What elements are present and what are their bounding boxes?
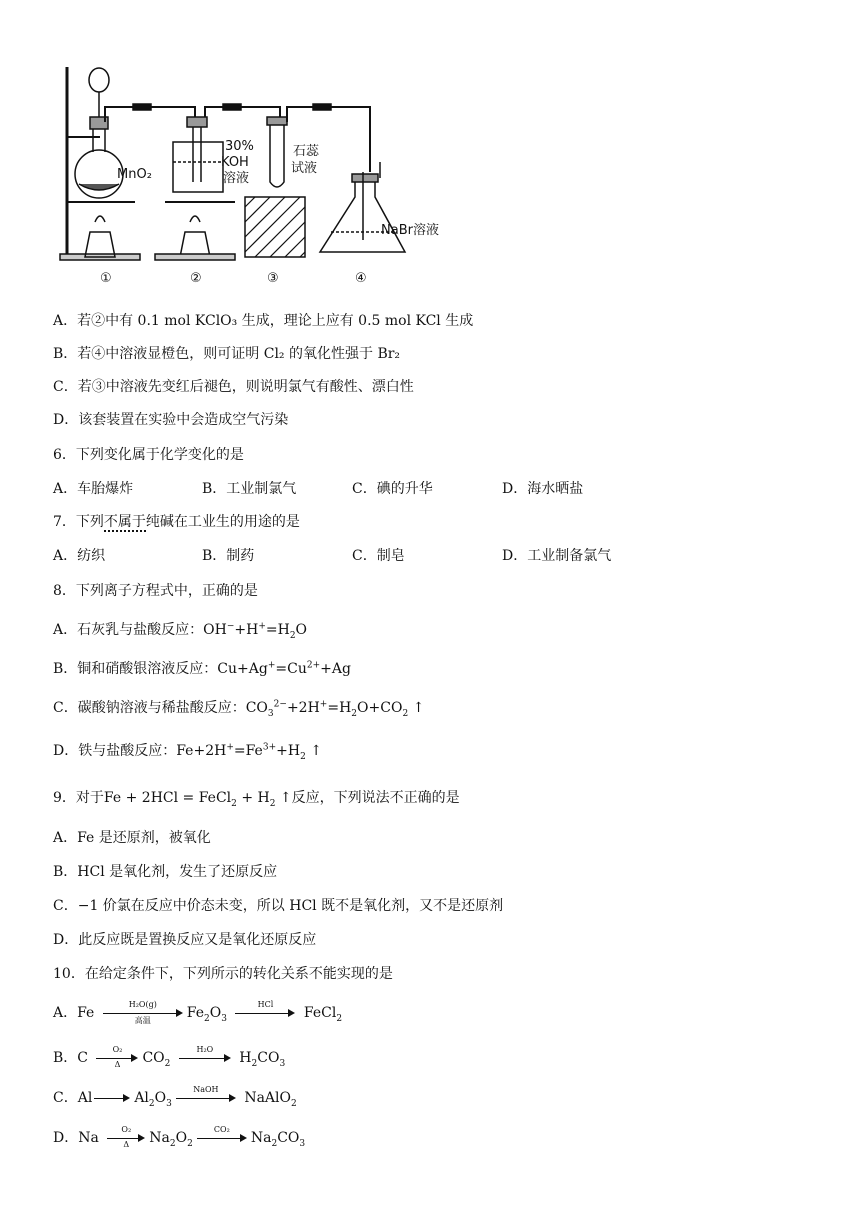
q10-d-cond2-top: CO₂ — [213, 1125, 230, 1134]
q10-a-cond1-bottom: 高温 — [134, 1016, 151, 1025]
q9-equation: Fe + 2HCl = FeCl$_2$ + $H_2$ ↑ — [103, 790, 292, 809]
q5-option-b[interactable]: B．若④中溶液显橙色，则可证明 Cl₂ 的氧化性强于 Br₂ — [53, 346, 401, 362]
q7-stem — [53, 511, 300, 531]
q10-d-cond1-top: O₂ — [121, 1125, 132, 1134]
q10-d-product-2: $Na_2CO_3$ — [250, 1130, 306, 1149]
q10-b-product-1: $CO_2$ — [142, 1050, 171, 1069]
q10-a-arrow-1 — [103, 1000, 183, 1025]
q10-a-label: A．Fe — [53, 1005, 95, 1021]
q8-option-b[interactable] — [53, 658, 351, 678]
label-n3: ③ — [267, 271, 279, 286]
q10-b-label: B．C — [53, 1050, 88, 1066]
q10-d-arrow-2 — [197, 1125, 247, 1145]
label-n1: ① — [100, 271, 112, 286]
q5-option-d[interactable]: D．该套装置在实验中会造成空气污染 — [53, 412, 289, 428]
q10-c-label: C．Al — [53, 1090, 93, 1106]
q10-c-arrow-2 — [176, 1085, 236, 1105]
q8-option-d-text: D．铁与盐酸反应： — [53, 743, 177, 759]
q10-a-arrow-2 — [235, 1000, 295, 1020]
q10-c-product-2: NaAlO$_2$ — [244, 1090, 297, 1109]
q6-option-a[interactable]: A．车胎爆炸 — [53, 481, 134, 497]
q7-stem-post: 纯碱在工业生的用途的是 — [145, 514, 300, 530]
q9-option-c[interactable]: C．−1 价氯在反应中价态未变，所以 HCl 既不是氧化剂，又不是还原剂 — [53, 898, 504, 914]
q5-option-c[interactable]: C．若③中溶液先变红后褪色，则说明氯气有酸性、漂白性 — [53, 379, 414, 395]
q7-option-d[interactable]: D．工业制备氯气 — [502, 548, 612, 564]
q10-a-product-1: $Fe_2O_3$ — [186, 1005, 227, 1024]
label-nabr: NaBr溶液 — [381, 223, 439, 238]
apparatus-figure — [55, 62, 455, 292]
label-n4: ④ — [355, 271, 367, 286]
q8-stem: 8．下列离子方程式中，正确的是 — [53, 583, 258, 599]
q6-option-d[interactable]: D．海水晒盐 — [502, 481, 584, 497]
label-koh: KOH — [221, 155, 249, 170]
q8-option-c[interactable] — [53, 697, 424, 719]
q8-option-a-text: A．石灰乳与盐酸反应： — [53, 622, 204, 638]
q6-option-b[interactable]: B．工业制氯气 — [202, 481, 297, 497]
label-koh-pct: 30% — [225, 139, 254, 154]
q6-option-c[interactable]: C．碘的升华 — [352, 481, 433, 497]
q9-option-d[interactable]: D．此反应既是置换反应又是氧化还原反应 — [53, 932, 317, 948]
q9-option-b[interactable]: B．HCl 是氧化剂，发生了还原反应 — [53, 864, 278, 880]
q5-option-a[interactable]: A．若②中有 0.1 mol KClO₃ 生成，理论上应有 0.5 mol KCl 生成 — [53, 313, 474, 329]
q7-option-a[interactable]: A．纺织 — [53, 548, 106, 564]
q10-option-c[interactable] — [53, 1087, 297, 1109]
q10-b-product-2: $H_2CO_3$ — [239, 1050, 286, 1069]
label-koh-sol: 溶液 — [223, 171, 250, 186]
q10-d-product-1: $Na_2O_2$ — [149, 1130, 193, 1149]
q8-option-a-equation: $OH^-+H^+=H_2O$ — [203, 621, 308, 641]
q10-d-label: D．Na — [53, 1130, 99, 1146]
q10-stem: 10．在给定条件下，下列所示的转化关系不能实现的是 — [53, 966, 393, 982]
q10-b-cond2-top: H₂O — [196, 1045, 214, 1054]
q9-option-a[interactable]: A．Fe 是还原剂，被氧化 — [53, 830, 211, 846]
q9-stem — [53, 787, 460, 809]
q8-option-d[interactable] — [53, 740, 322, 762]
q10-d-arrow-1 — [107, 1125, 145, 1149]
q9-stem-pre: 9．对于 — [53, 790, 104, 806]
q10-c-product-1: $Al_2O_3$ — [134, 1090, 172, 1109]
label-litmus-1: 石蕊 — [293, 144, 320, 159]
label-mno2: MnO₂ — [117, 167, 152, 182]
q6-stem: 6．下列变化属于化学变化的是 — [53, 447, 244, 463]
q8-option-b-equation: $Cu+Ag^+=Cu^{2+}+Ag$ — [217, 660, 351, 677]
q7-stem-pre: 7．下列 — [53, 514, 104, 530]
label-n2: ② — [190, 271, 202, 286]
q8-option-b-text: B．铜和硝酸银溶液反应： — [53, 661, 218, 677]
q7-option-c[interactable]: C．制皂 — [352, 548, 405, 564]
q8-option-a[interactable] — [53, 619, 307, 641]
q10-b-cond1-top: O₂ — [112, 1045, 123, 1054]
q10-option-d[interactable] — [53, 1127, 305, 1149]
q10-d-cond1-bottom: Δ — [123, 1140, 130, 1149]
q10-c-arrow-1 — [94, 1091, 130, 1105]
q8-option-d-equation: $Fe+2H^+=Fe^{3+}+H_2$ ↑ — [176, 742, 322, 762]
q10-option-a[interactable] — [53, 1002, 342, 1024]
label-litmus-2: 试液 — [291, 161, 318, 176]
q10-a-cond2-top: HCl — [257, 1000, 274, 1009]
q7-stem-emphasis: 不属于 — [103, 514, 146, 530]
q10-b-arrow-2 — [179, 1045, 231, 1065]
q10-a-product-2: FeCl$_2$ — [303, 1005, 343, 1024]
q10-a-cond1-top: H₂O(g) — [128, 1000, 157, 1009]
q9-stem-post: 反应，下列说法不正确的是 — [291, 790, 460, 806]
q8-option-c-text: C．碳酸钠溶液与稀盐酸反应： — [53, 700, 246, 716]
q10-c-cond2-top: NaOH — [193, 1085, 219, 1094]
q7-option-b[interactable]: B．制药 — [202, 548, 255, 564]
q10-b-arrow-1 — [96, 1045, 138, 1069]
q10-b-cond1-bottom: Δ — [114, 1060, 121, 1069]
q8-option-c-equation: $CO_3^{2-}+2H^+=H_2O+CO_2$ ↑ — [245, 699, 425, 719]
q10-option-b[interactable] — [53, 1047, 285, 1069]
